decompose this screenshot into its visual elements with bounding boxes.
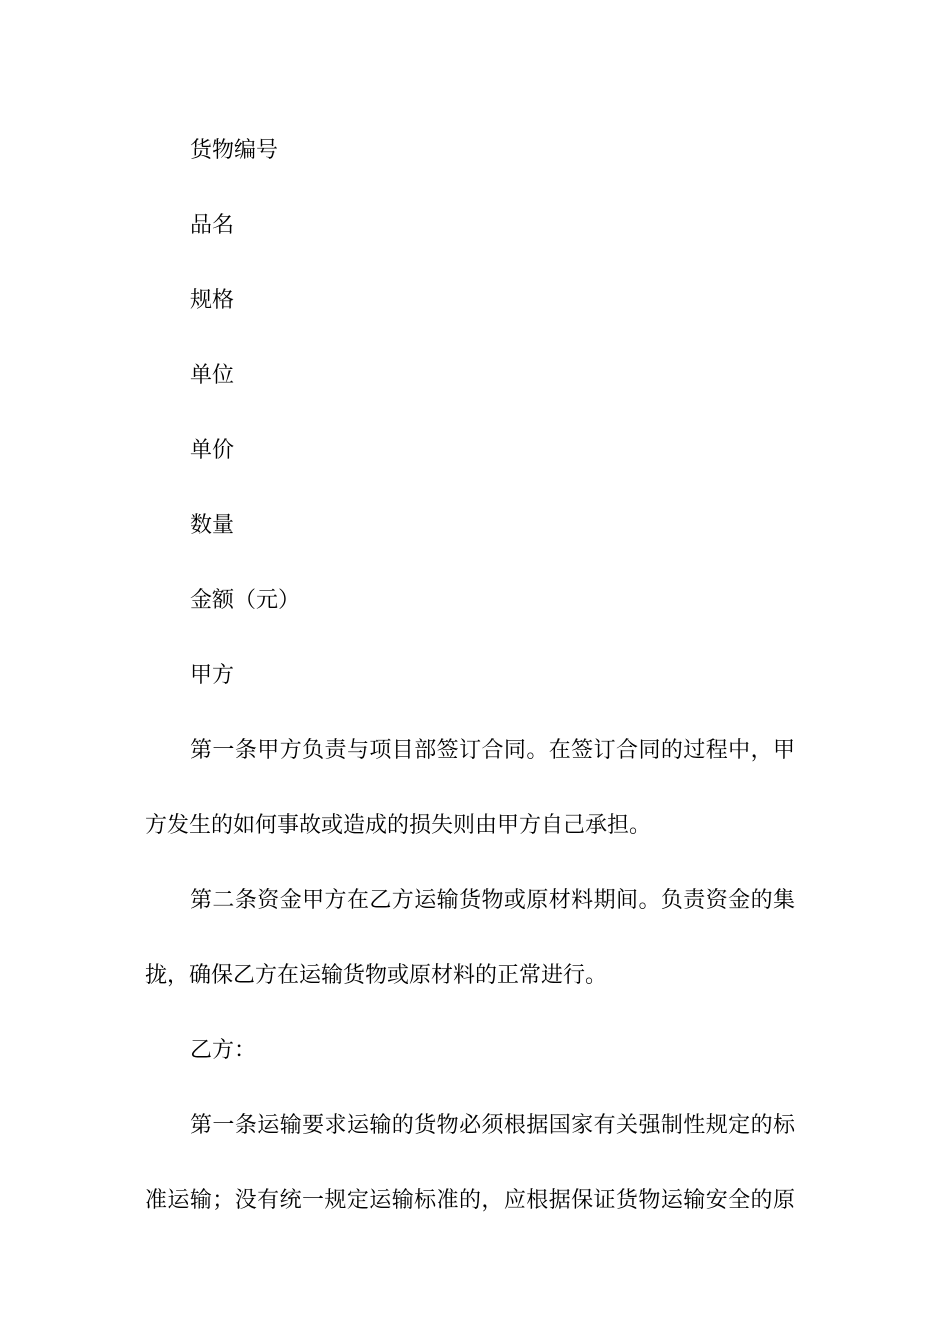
party-b-heading: 乙方： [190,1038,257,1063]
party-a-heading: 甲方 [190,663,235,688]
field-label-unit: 单位 [190,363,235,388]
party-a-article-1-line-1: 第一条甲方负责与项目部签订合同。在签订合同的过程中，甲 [190,738,795,763]
party-a-article-1-line-2: 方发生的如何事故或造成的损失则由甲方自己承担。 [145,813,652,838]
field-label-product-name: 品名 [190,213,235,238]
party-b-article-1-line-1: 第一条运输要求运输的货物必须根据国家有关强制性规定的标 [190,1113,795,1138]
party-a-article-2-line-1: 第二条资金甲方在乙方运输货物或原材料期间。负责资金的集 [190,888,795,913]
party-b-article-1-line-2: 准运输；没有统一规定运输标准的，应根据保证货物运输安全的原 [145,1188,795,1213]
field-label-unit-price: 单价 [190,438,235,463]
field-label-quantity: 数量 [190,513,235,538]
field-label-goods-number: 货物编号 [190,138,279,163]
document-body [145,113,795,1238]
party-a-article-2-line-2: 拢，确保乙方在运输货物或原材料的正常进行。 [145,963,608,988]
field-label-specification: 规格 [190,288,235,313]
field-label-amount: 金额（元） [190,588,301,613]
